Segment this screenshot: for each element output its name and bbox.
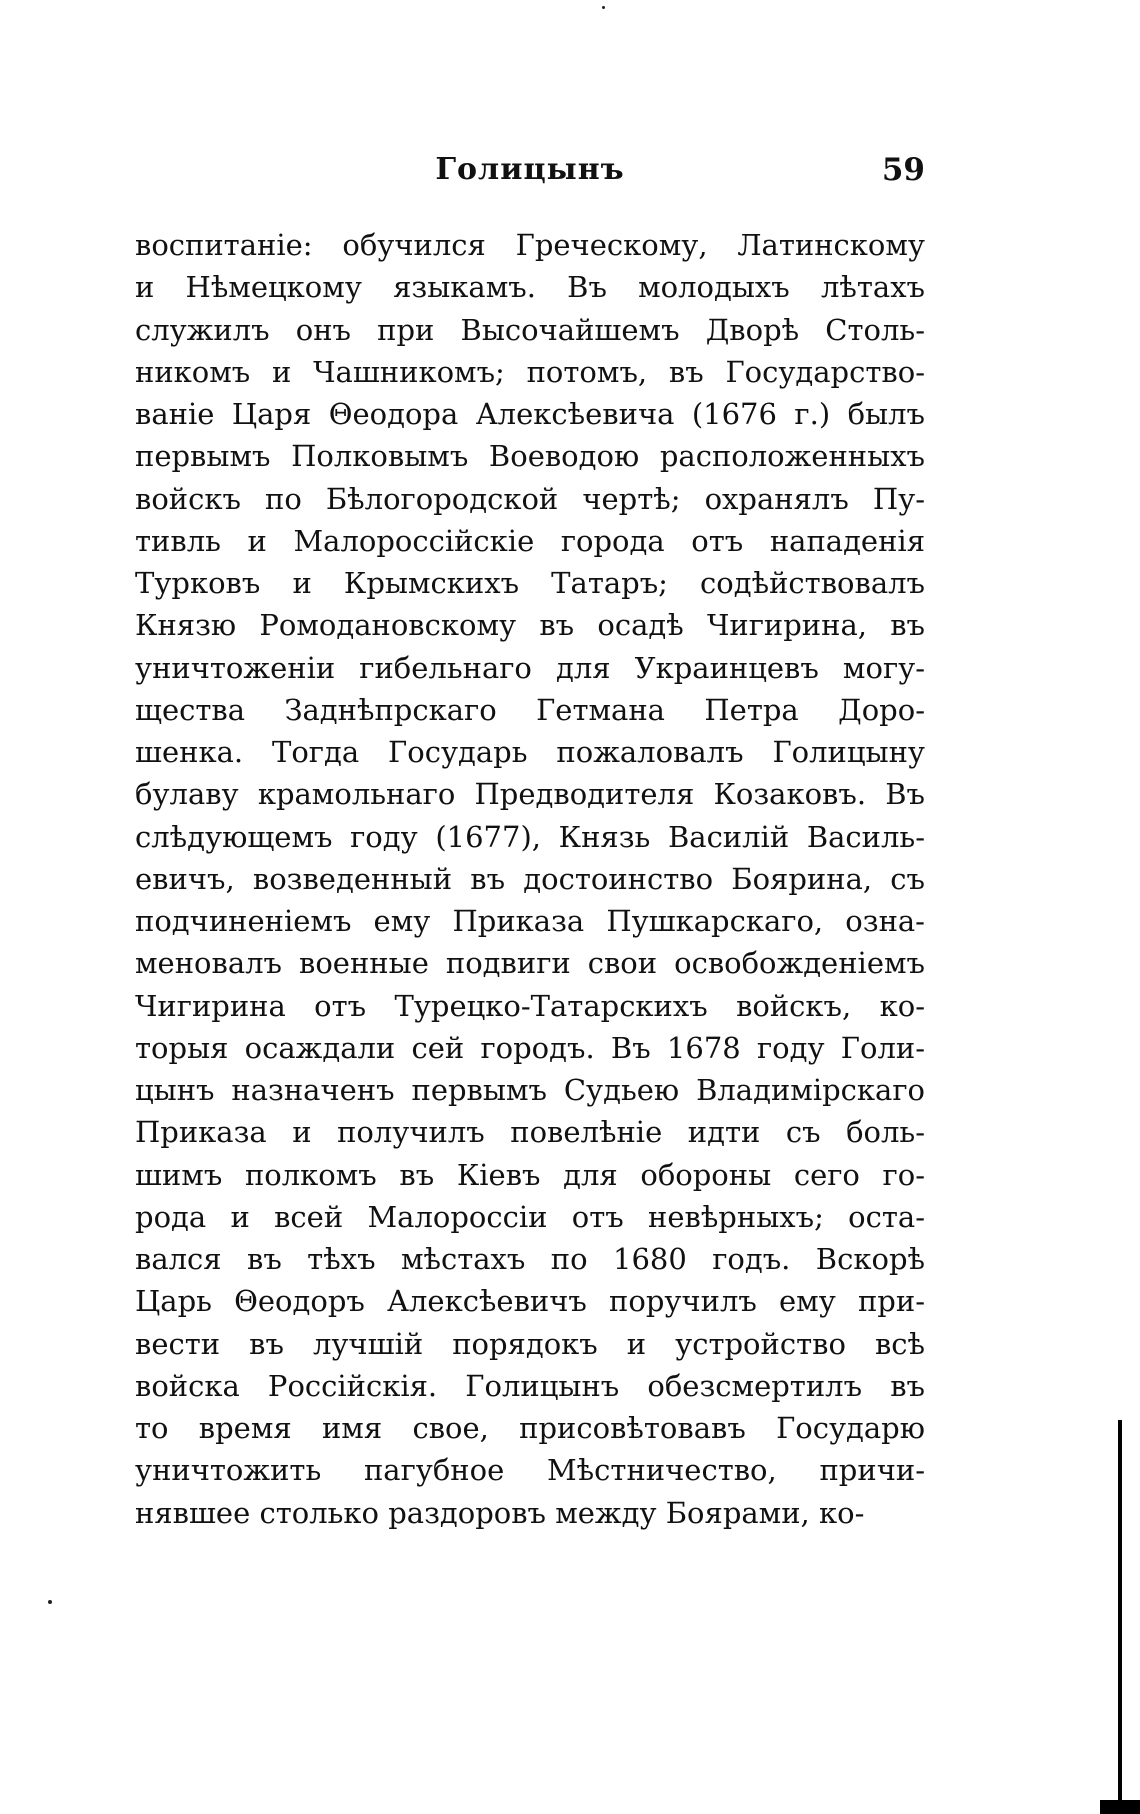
text-line: Царь Θеодоръ Алексѣевичъ поручилъ ему при- bbox=[135, 1284, 925, 1319]
text-line: Чигирина отъ Турецко-Татарскихъ войскъ, ко- bbox=[135, 988, 925, 1023]
text-line: шимъ полкомъ въ Кіевъ для обороны сего го- bbox=[135, 1157, 925, 1192]
text-line: тивль и Малороссійскіе города отъ нападенія bbox=[135, 523, 925, 558]
page-number: 59 bbox=[881, 152, 925, 188]
text-line: Приказа и получилъ повелѣніе идти съ боль- bbox=[135, 1115, 925, 1150]
text-line: меновалъ военные подвиги свои освобожденіемъ bbox=[135, 946, 925, 981]
scan-speck bbox=[48, 1600, 52, 1604]
text-line: евичъ, возведенный въ достоинство Боярина, съ bbox=[135, 861, 925, 896]
text-line: уничтоженіи гибельнаго для Украинцевъ могу- bbox=[135, 650, 925, 685]
scan-edge-corner bbox=[1100, 1800, 1140, 1814]
scan-speck bbox=[602, 6, 605, 9]
text-line: воспитаніе: обучился Греческому, Латинскому bbox=[135, 228, 925, 262]
text-line: шенка. Тогда Государь пожаловалъ Голицыну bbox=[135, 735, 925, 769]
text-line: никомъ и Чашникомъ; потомъ, въ Государство- bbox=[135, 354, 925, 389]
running-title: Голицынъ bbox=[435, 152, 625, 187]
text-line: первымъ Полковымъ Воеводою расположенныхъ bbox=[135, 439, 925, 474]
text-line: Турковъ и Крымскихъ Татаръ; содѣйствовалъ bbox=[135, 566, 925, 600]
text-line: торыя осаждали сей городъ. Въ 1678 году Голи- bbox=[135, 1030, 925, 1065]
scan-edge-shadow bbox=[1118, 1420, 1122, 1814]
text-line: рода и всей Малороссіи отъ невѣрныхъ; оста- bbox=[135, 1199, 925, 1234]
text-line: войска Россійскія. Голицынъ обезсмертилъ въ bbox=[135, 1368, 925, 1403]
text-line: уничтожить пагубное Мѣстничество, причи- bbox=[135, 1453, 925, 1488]
text-line: булаву крамольнаго Предводителя Козаковъ. Въ bbox=[135, 777, 925, 812]
text-line: вести въ лучшій порядокъ и устройство всѣ bbox=[135, 1326, 925, 1361]
text-line: ваніе Царя Θеодора Алексѣевича (1676 г.) былъ bbox=[135, 397, 925, 431]
text-line: служилъ онъ при Высочайшемъ Дворѣ Столь- bbox=[135, 312, 925, 347]
body-text bbox=[135, 224, 925, 1534]
text-line: вался въ тѣхъ мѣстахъ по 1680 годъ. Вскорѣ bbox=[135, 1242, 925, 1276]
text-line: Князю Ромодановскому въ осадѣ Чигирина, въ bbox=[135, 608, 925, 643]
text-line: то время имя свое, присовѣтовавъ Государю bbox=[135, 1411, 925, 1445]
text-line: и Нѣмецкому языкамъ. Въ молодыхъ лѣтахъ bbox=[135, 270, 925, 305]
text-line: войскъ по Бѣлогородской чертѣ; охранялъ Пу- bbox=[135, 481, 925, 516]
text-line: щества Заднѣпрскаго Гетмана Петра Доро- bbox=[135, 692, 925, 727]
running-head bbox=[135, 152, 925, 192]
text-line: нявшее столько раздоровъ между Боярами, ко- bbox=[135, 1495, 865, 1530]
text-line: слѣдующемъ году (1677), Князь Василій Василь- bbox=[135, 819, 925, 854]
text-line: цынъ назначенъ первымъ Судьею Владимірскаго bbox=[135, 1073, 925, 1107]
text-line: подчиненіемъ ему Приказа Пушкарскаго, озна- bbox=[135, 904, 925, 938]
